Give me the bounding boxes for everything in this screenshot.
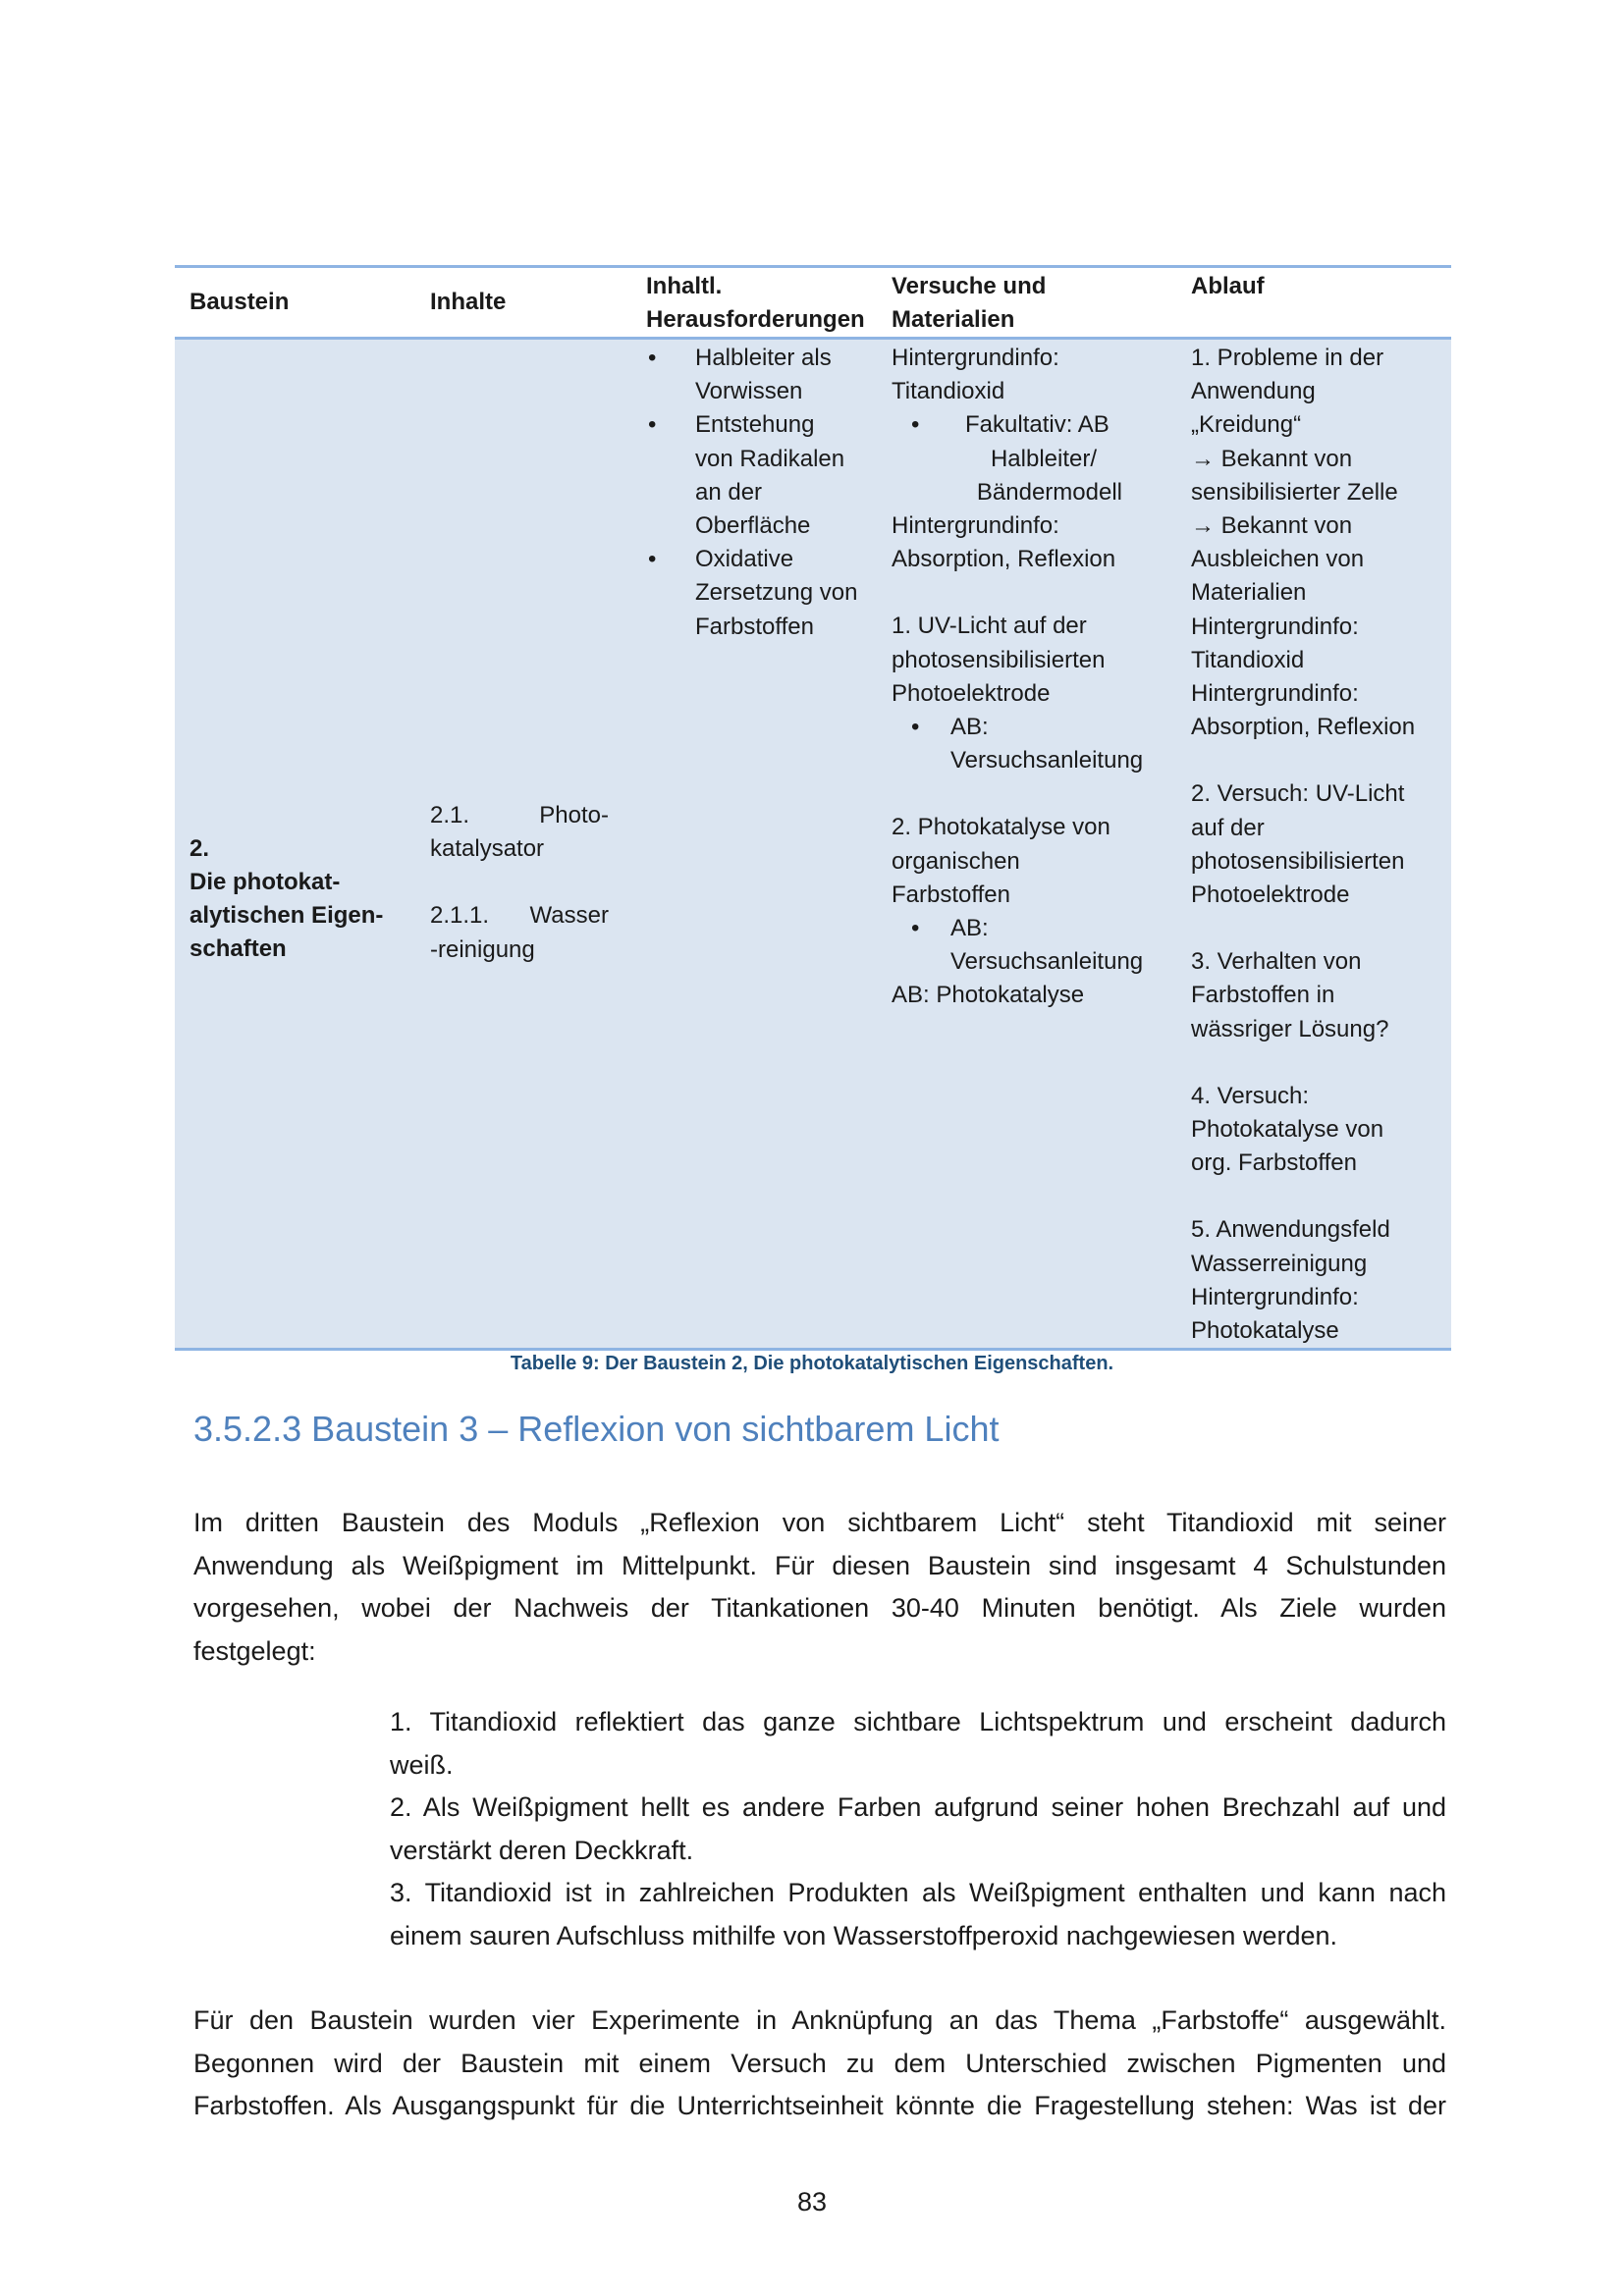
list-item: einem sauren Aufschluss mithilfe von Wasserstoffperoxid nachgewiesen werden. bbox=[390, 1920, 1337, 1950]
page-number: 83 bbox=[796, 2187, 828, 2216]
table-header-row bbox=[175, 265, 1451, 340]
cell-versuche: Hintergrundinfo: Titandioxid • Fakultativ: AB Halbleiter/ Bändermodell Hintergrundinfo: Absorption, Reflexion 1. UV-Licht auf der photosensibilisierten Photoelektrode • AB: Versuchsanleitung 2. Photokatalyse von organischen Farbstoffen • AB: Versuchsanleitung AB: Photokatalyse bbox=[882, 340, 1181, 1348]
header-baustein: Baustein bbox=[189, 289, 290, 315]
module-table bbox=[175, 265, 1451, 1351]
list-item: weiß. bbox=[390, 1749, 454, 1780]
list-item: verstärkt deren Deckkraft. bbox=[390, 1835, 694, 1865]
cell-ablauf: 1. Probleme in der Anwendung „Kreidung“ → Bekannt von sensibilisierter Zelle → Bekannt von Ausbleichen von Materialien Hintergrundinfo: Titandioxid Hintergrundinfo: Absorption, Reflexion 2. Versuch: UV-Licht auf der photosensibilisierten Photoelektrode 3. Verhalten von Farbstoffen in wässriger Lösung? 4. Versuch: Photokatalyse von org. Farbstoffen 5. Anwendungsfeld Wasserreinigung Hintergrundinfo: Photokatalyse bbox=[1191, 345, 1416, 1345]
table-caption: Tabelle 9: Der Baustein 2, Die photokatalytischen Eigenschaften. bbox=[510, 1353, 1114, 1374]
section-heading: 3.5.2.3 Baustein 3 – Reflexion von sichtbarem Licht bbox=[193, 1409, 1000, 1449]
list-item: 3. Titandioxid ist in zahlreichen Produkten als Weißpigment enthalten und kann nach bbox=[390, 1878, 1446, 1907]
list-item: • Halbleiter als Vorwissen bbox=[648, 345, 832, 405]
cell-herausforderungen bbox=[626, 340, 882, 1348]
list-item: • Oxidative Zersetzung von Farbstoffen bbox=[648, 546, 858, 640]
table-body-row bbox=[175, 340, 1451, 1351]
header-herausforderungen: Inhaltl. Herausforderungen bbox=[646, 273, 865, 333]
header-versuche: Versuche und Materialien bbox=[892, 273, 1047, 333]
list-item: • AB: Versuchsanleitung bbox=[911, 714, 1144, 774]
paragraph-intro: Im dritten Baustein des Moduls „Reflexion von sichtbarem Licht“ steht Titandioxid mit seiner Anwendung als Weißpigment im Mittelpunkt. Für diesen Baustein sind insgesamt 4 Schulstunden vorgesehen, wobei der Nachweis der Titankationen 30-40 Minuten benötigt. Als Ziele wurden festgelegt: bbox=[193, 1508, 1446, 1666]
list-item: • AB: Versuchsanleitung bbox=[911, 915, 1144, 976]
paragraph-experiments: Für den Baustein wurden vier Experimente in Anknüpfung an das Thema „Farbstoffe“ ausgewählt. Begonnen wird der Baustein mit einem Versuch zu dem Unterschied zwischen Pigmenten und Farbstoffen. Als Ausgangspunkt für die Unterrichtseinheit könnte die Fragestellung stehen: Was ist der bbox=[193, 2005, 1446, 2120]
list-item: • Entstehung von Radikalen an der Oberfläche bbox=[648, 411, 845, 540]
goals-list bbox=[390, 1701, 1446, 1957]
header-inhalte: Inhalte bbox=[430, 289, 507, 315]
list-item: • Fakultativ: AB Halbleiter/ Bändermodell bbox=[911, 411, 1122, 506]
cell-baustein: 2. Die photokat- alytischen Eigen- schaften bbox=[189, 835, 384, 962]
cell-inhalte: 2.1. Photo- katalysator 2.1.1. Wasser -reinigung bbox=[430, 802, 609, 963]
header-ablauf: Ablauf bbox=[1191, 273, 1265, 299]
list-item: 2. Als Weißpigment hellt es andere Farben aufgrund seiner hohen Brechzahl auf und bbox=[390, 1792, 1446, 1822]
list-item: 1. Titandioxid reflektiert das ganze sichtbare Lichtspektrum und erscheint dadurch bbox=[390, 1707, 1446, 1736]
